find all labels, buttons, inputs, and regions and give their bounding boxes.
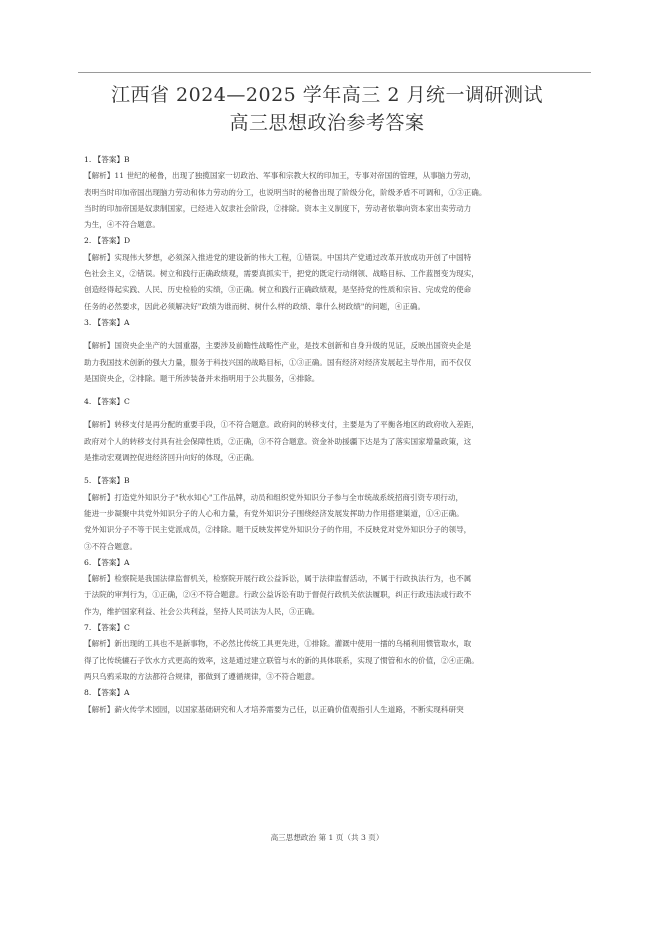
analysis-line: 党外知识分子不等于民主党派成员，②排除。题干反映发挥党外知识分子的作用，不反映党对党外知识分子的领导， — [84, 525, 472, 535]
page-footer: 高三思想政治 第 1 页（共 3 页） — [270, 833, 384, 842]
analysis-line: 【解析】新出现的工具也不是新事物，不必然比传统工具更先进，①排除。灌溉中使用一擂的乌桶利用惯管取水，取 — [84, 639, 472, 649]
answer-key-line: 7. 【答案】C — [84, 623, 130, 633]
header-rule — [78, 72, 591, 73]
answer-item — [84, 555, 590, 620]
analysis-line: 【解析】转移支付是再分配的重要手段，①不符合题意。政府间的转移支付，主要是为了平衡各地区的政府收入差距， — [84, 420, 479, 430]
answer-item — [84, 152, 590, 233]
spacer — [84, 331, 590, 338]
answer-item — [84, 233, 590, 314]
spacer — [84, 410, 590, 417]
answer-item — [84, 620, 590, 685]
analysis-line: 当时的印加帝国是奴隶制国家，已经进入奴隶社会阶段，②排除。资本主义制度下，劳动者依靠向资本家出卖劳动力 — [84, 203, 472, 213]
answer-key-line: 1. 【答案】B — [84, 155, 130, 164]
answer-key-line: 5. 【答案】B — [84, 476, 130, 486]
analysis-line: 政府对个人的转移支付具有社会保障性质，②正确，③不符合题意。资金补助援疆下达是为了落实国家增量政策，这 — [84, 436, 472, 446]
analysis-line: 作为，维护国家利益、社会公共利益，坚持人民司法为人民，③正确。 — [84, 606, 320, 616]
answer-key-title: 高三思想政治参考答案 — [229, 112, 425, 134]
analysis-line: 助力我国技术创新的强大力量，服务于科技兴国的战略目标，①③正确。国有经济对经济发展起主导作用，而不仅仅 — [84, 357, 472, 367]
spacer — [84, 387, 590, 394]
analysis-line: 于法院的审判行为，①正确，②④不符合题意。行政公益诉讼有助于督促行政机关依法履职，纠正行政违法或行政不 — [84, 590, 472, 600]
analysis-line: 两只乌鸦采取的方法都符合规律，都做到了遵循规律，③不符合题意。 — [84, 671, 320, 681]
analysis-line: 【解析】打造党外知识分子"秋水知心"工作品牌，动员和组织党外知识分子参与全市统战系统招商引资专项行动， — [84, 492, 464, 502]
answer-item — [84, 685, 590, 718]
analysis-line: 色社会主义，②错误。树立和践行正确政绩观，需要真抓实干，把党的既定行动纲领、战略目标、工作蓝图变为现实， — [84, 269, 479, 279]
analysis-line: 【解析】薪火传学术园园，以国家基础研究和人才培养需要为己任，以正确价值观指引人生道路，不断实现科研突 — [84, 704, 464, 714]
analysis-line: 是国资央企，②排除。题干所涉装备并未指明用于公共服务，④排除。 — [84, 373, 320, 383]
analysis-line: ③不符合题意。 — [84, 541, 138, 551]
analysis-line: 【解析】11 世纪的秘鲁，出现了独揽国家一切政治、军事和宗教大权的印加王，专事对帝国的管理，从事脑力劳动， — [84, 171, 476, 181]
exam-title: 江西省 2024—2025 学年高三 2 月统一调研测试 — [111, 84, 543, 106]
analysis-line: 【解析】国资央企坐产的大国重器，主要涉及前瞻性战略性产业，是技术创新和自身升级的见证，反映出国资央企是 — [84, 341, 472, 351]
analysis-line: 是推动宏观调控促进经济回升向好的体现，④正确。 — [84, 453, 259, 463]
answer-key-line: 2. 【答案】D — [84, 236, 131, 246]
analysis-line: 能进一步凝聚中共党外知识分子的人心和力量，有党外知识分子围绕经济发展发挥助力作用搭建渠道，①④正确。 — [84, 508, 464, 518]
analysis-line: 创造经得起实践、人民、历史检验的实绩，③正确。树立和践行正确政绩观，是坚持党的性质和宗旨、完成党的使命 — [84, 285, 472, 295]
answers-body — [84, 152, 590, 718]
analysis-line: 得了比传统辘石子饮水方式更高的效率，这是通过建立联管与水的新的具体联系，实现了惯管和水的价值，②④正确。 — [84, 655, 479, 665]
answer-key-line: 4. 【答案】C — [84, 397, 130, 407]
analysis-line: 为生，④不符合题意。 — [84, 220, 160, 230]
spacer — [84, 466, 590, 473]
answer-key-line: 3. 【答案】A — [84, 317, 130, 327]
answer-key-line: 8. 【答案】A — [84, 688, 130, 698]
answer-item — [84, 394, 590, 473]
analysis-line: 任务的必然要求，因此必须解决好"政绩为谁而树、树什么样的政绩、靠什么树政绩"的问题，④正确。 — [84, 301, 426, 311]
answer-item — [84, 473, 590, 554]
answer-key-line: 6. 【答案】A — [84, 557, 130, 567]
analysis-line: 表明当时印加帝国出现脑力劳动和体力劳动的分工，也说明当时的秘鲁出现了阶级分化，阶级矛盾不可调和，①③正确。 — [84, 187, 487, 197]
answer-item — [84, 315, 590, 394]
analysis-line: 【解析】检察院是我国法律监督机关，检察院开展行政公益诉讼，属于法律监督活动，不属于行政执法行为，也不属 — [84, 574, 472, 584]
analysis-line: 【解析】实现伟大梦想，必须深入推进党的建设新的伟大工程，①错误。中国共产党通过改革开放成功开创了中国特 — [84, 252, 472, 262]
